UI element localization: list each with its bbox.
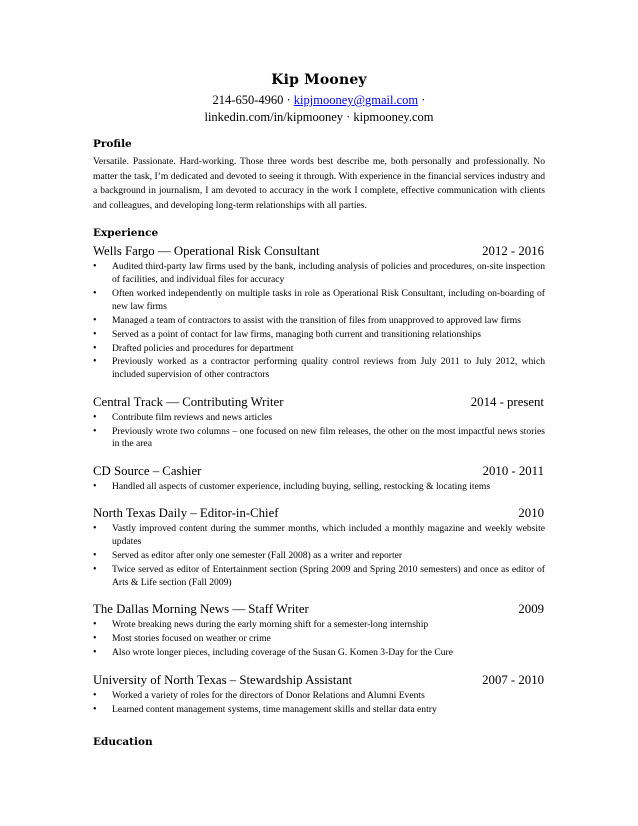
bullet-text: Previously worked as a contractor performing quality control reviews from July 2011 to July 2012, which included supervision of other contractors	[112, 356, 545, 381]
job-bullet-list	[93, 481, 545, 494]
bullet-text: Most stories focused on weather or crime	[112, 633, 271, 645]
job-dates: 2014 - present	[470, 394, 544, 409]
bullet-icon: •	[93, 411, 97, 423]
job-entry	[93, 672, 545, 717]
email-separator: ·	[418, 93, 426, 107]
bullet-text: Learned content management systems, time management skills and stellar data entry	[112, 703, 437, 715]
bullet-icon: •	[93, 703, 97, 715]
job-header	[93, 601, 545, 618]
bullet-icon: •	[93, 287, 97, 299]
bullet-text: Served as a point of contact for law firms, managing both current and transitioning relationships	[112, 328, 481, 340]
bullet-text: Often worked independently on multiple tasks in role as Operational Risk Consultant, including on-boarding of new law firms	[112, 287, 545, 312]
list-item	[93, 261, 545, 286]
bullet-text: Twice served as editor of Entertainment section (Spring 2009 and Spring 2010 semesters) and once as editor of Arts & Life section (Fall 2009)	[112, 564, 545, 588]
bullet-text: Vastly improved content during the summer months, which included a monthly magazine and weekly website updates	[112, 523, 545, 548]
job-bullet-list	[93, 261, 545, 381]
job-bullet-list	[93, 523, 545, 589]
job-dates: 2010 - 2011	[482, 463, 544, 478]
resume-page	[93, 72, 545, 718]
job-dates: 2009	[518, 602, 544, 617]
job-title: CD Source – Cashier	[93, 463, 202, 478]
bullet-text: Managed a team of contractors to assist with the transition of files from unapproved to approved law firms	[112, 314, 521, 326]
bullet-icon: •	[93, 356, 97, 368]
list-item	[93, 704, 545, 717]
job-entry	[93, 243, 545, 381]
resume-name: Kip Mooney	[271, 72, 367, 88]
bullet-icon: •	[93, 480, 97, 492]
bullet-text: Worked a variety of roles for the directors of Donor Relations and Alumni Events	[112, 689, 425, 701]
bullet-icon: •	[93, 314, 97, 326]
bullet-icon: •	[93, 342, 97, 354]
bullet-icon: •	[93, 550, 97, 562]
job-title: The Dallas Morning News — Staff Writer	[93, 602, 309, 617]
bullet-text: Contribute film reviews and news articles	[112, 411, 273, 423]
education-heading: Education	[93, 736, 153, 748]
job-bullet-list	[93, 690, 545, 717]
bullet-text: Wrote breaking news during the early morning shift for a semester-long internship	[112, 619, 429, 631]
bullet-icon: •	[93, 689, 97, 701]
experience-list	[93, 243, 545, 716]
job-entry	[93, 505, 545, 589]
bullet-text: Audited third-party law firms used by the bank, including analysis of policies and procedures, on-site inspection of facilities, and individual files for accuracy	[112, 261, 545, 285]
profile-heading: Profile	[93, 138, 132, 150]
job-title: University of North Texas – Stewardship Assistant	[93, 672, 353, 687]
list-item	[93, 426, 545, 451]
list-item	[93, 523, 545, 548]
job-title: Central Track — Contributing Writer	[93, 394, 284, 409]
bullet-icon: •	[93, 647, 97, 659]
list-item	[93, 412, 545, 425]
bullet-icon: •	[93, 261, 97, 273]
job-dates: 2007 - 2010	[482, 672, 544, 687]
list-item	[93, 647, 545, 660]
bullet-text: Also wrote longer pieces, including coverage of the Susan G. Komen 3-Day for the Cure	[112, 647, 454, 659]
list-item	[93, 633, 545, 646]
list-item	[93, 343, 545, 356]
bullet-text: Previously wrote two columns – one focused on new film releases, the other on the most impactful news stories in the area	[112, 425, 545, 450]
bullet-text: Handled all aspects of customer experience, including buying, selling, restocking & locating items	[112, 480, 491, 492]
list-item	[93, 550, 545, 563]
list-item	[93, 690, 545, 703]
job-header	[93, 505, 545, 522]
contact-line-2: linkedin.com/in/kipmooney · kipmooney.com	[204, 110, 434, 124]
contact-block	[93, 92, 545, 126]
job-entry	[93, 394, 545, 451]
contact-line-1	[93, 92, 545, 109]
bullet-text: Drafted policies and procedures for department	[112, 342, 294, 354]
job-bullet-list	[93, 619, 545, 660]
list-item	[93, 619, 545, 632]
list-item	[93, 315, 545, 328]
list-item	[93, 564, 545, 589]
job-dates: 2010	[518, 506, 544, 521]
list-item	[93, 481, 545, 494]
profile-text: Versatile. Passionate. Hard-working. Those three words best describe me, both personally and professionally. No matter the task, I’m dedicated and devoted to seeing it through. With experience in the financial services industry and a background in journalism, I am devoted to accuracy in the work I complete, effective communication with clients and colleagues, and developing long-term relationships with all parties.	[93, 156, 545, 211]
job-header	[93, 463, 545, 480]
job-bullet-list	[93, 412, 545, 451]
experience-heading: Experience	[93, 227, 159, 240]
job-dates: 2012 - 2016	[482, 244, 544, 259]
job-header	[93, 243, 545, 260]
list-item	[93, 329, 545, 342]
job-header	[93, 672, 545, 689]
bullet-icon: •	[93, 633, 97, 645]
bullet-icon: •	[93, 425, 97, 437]
job-entry	[93, 463, 545, 494]
job-header	[93, 394, 545, 411]
phone-number: 214-650-4960 ·	[212, 93, 291, 107]
bullet-icon: •	[93, 564, 97, 575]
bullet-text: Served as editor after only one semester (Fall 2008) as a writer and reporter	[112, 550, 403, 562]
bullet-icon: •	[93, 328, 97, 340]
email-link[interactable]: kipjmooney@gmail.com	[293, 93, 419, 107]
job-entry	[93, 601, 545, 660]
list-item	[93, 288, 545, 313]
bullet-icon: •	[93, 619, 97, 631]
job-title: Wells Fargo — Operational Risk Consultant	[93, 244, 320, 259]
bullet-icon: •	[93, 523, 97, 535]
job-title: North Texas Daily – Editor-in-Chief	[93, 506, 279, 521]
list-item	[93, 356, 545, 381]
